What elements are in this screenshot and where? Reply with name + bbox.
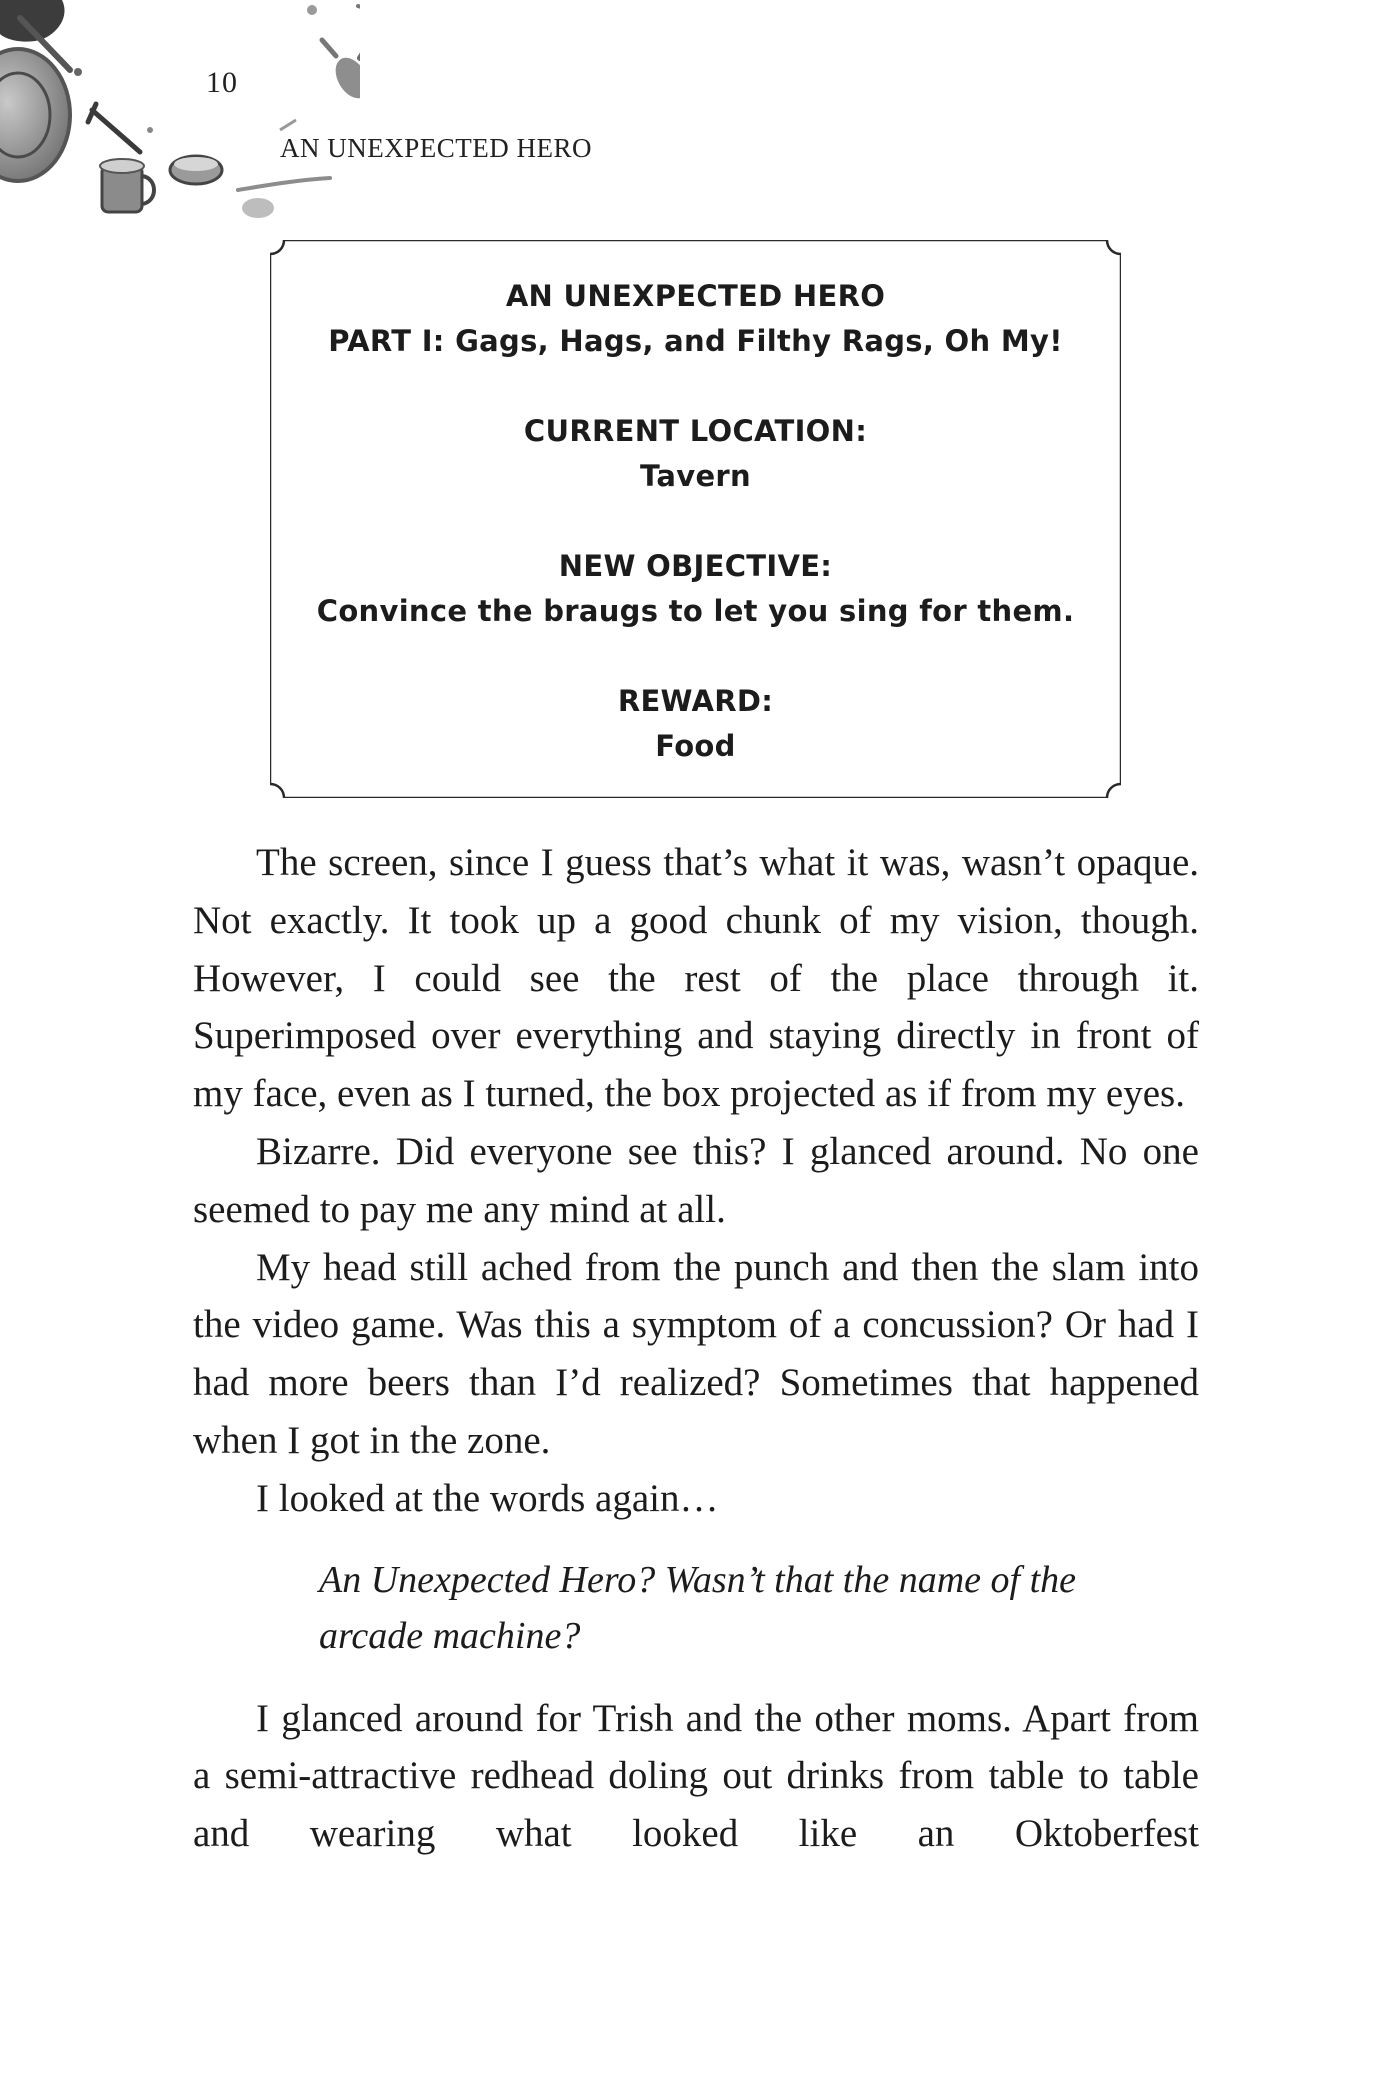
objective-label: NEW OBJECTIVE: [558, 549, 833, 583]
objective-value: Convince the braugs to let you sing for them. [316, 594, 1075, 628]
tavern-items-illustration [0, 0, 360, 240]
quest-title: AN UNEXPECTED HERO [505, 279, 886, 313]
paragraph: Bizarre. Did everyone see this? I glanced around. No one seemed to pay me any mind at all. [193, 1129, 1199, 1231]
paragraph: I glanced around for Trish and the other moms. Apart from a semi-attractive redhead doling out drinks from table to table and wearing what looked like an Oktoberfest [193, 1696, 1199, 1856]
quest-part: PART I: Gags, Hags, and Filthy Rags, Oh My! [328, 324, 1063, 358]
running-head: AN UNEXPECTED HERO [280, 133, 592, 163]
page-number: 10 [206, 66, 238, 99]
reward-value: Food [655, 729, 736, 763]
italic-quote: An Unexpected Hero? Wasn’t that the name of the arcade machine? [319, 1558, 1077, 1657]
location-label: CURRENT LOCATION: [523, 414, 868, 448]
paragraph: My head still ached from the punch and then the slam into the video game. Was this a symptom of a concussion? Or had I had more beers than I’d realized? Sometimes that happened when I got in the zone. [193, 1245, 1199, 1462]
paragraph: I looked at the words again… [256, 1476, 719, 1520]
reward-label: REWARD: [617, 684, 774, 718]
paragraph: The screen, since I guess that’s what it was, wasn’t opaque. Not exactly. It took up a good chunk of my vision, though. However, I could see the rest of the place through it. Superimposed over everything and staying directly in front of my face, even as I turned, the box projected as if from my eyes. [193, 841, 1199, 1116]
quest-notification-box [270, 240, 1121, 798]
body-text [193, 834, 1199, 1863]
location-value: Tavern [640, 459, 751, 493]
